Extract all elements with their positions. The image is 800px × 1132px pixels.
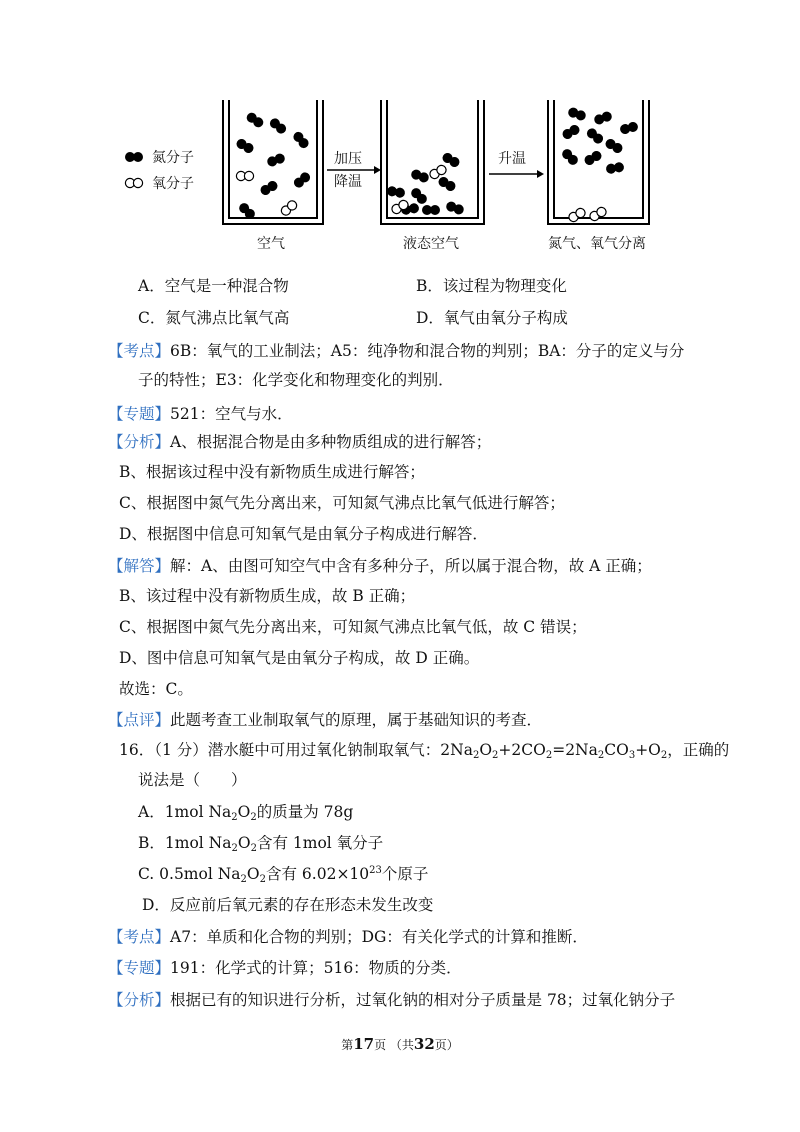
fenxi-line-3: C、根据图中氮气先分离出来，可知氮气沸点比氧气低进行解答； (119, 494, 565, 512)
eq-sub: 2 (472, 750, 480, 761)
eq-part: +O (635, 741, 661, 759)
kaodian-line-2: 子的特性；E3：化学变化和物理变化的判别． (138, 371, 454, 389)
fenxi-text-1: A、根据混合物是由多种物质组成的进行解答； (170, 433, 492, 451)
page-footer (0, 1036, 800, 1053)
footer-page-number: 17 (353, 1035, 375, 1053)
opt-text: 个原子 (381, 865, 429, 883)
beaker-air-label: 空气 (257, 236, 285, 252)
fenxi-line-1 (108, 432, 491, 452)
option-b: B．该过程为物理变化 (416, 277, 567, 295)
kaodian-tag: 【考点】 (108, 342, 171, 360)
arrow1-bottom-label: 降温 (334, 174, 362, 190)
eq-sub: 2 (597, 750, 605, 761)
opt-sub: 2 (231, 843, 238, 854)
opt-text: O (237, 834, 251, 852)
arrow1-top-label: 加压 (334, 151, 362, 167)
q16-stem-prefix: 16．（1 分）潜水艇中可用过氧化钠制取氧气： (119, 741, 441, 759)
q16-stem-line-1 (119, 740, 729, 760)
beaker-liquid-air (381, 100, 484, 252)
q16-kaodian-line (108, 927, 588, 947)
legend-nitrogen-label: 氮分子 (152, 150, 194, 166)
opt-text: 的质量为 78g (256, 803, 354, 821)
q16-zhuanti-tag: 【专题】 (108, 959, 171, 977)
opt-text: A．1mol Na (138, 803, 232, 821)
footer-total-pages: 32 (413, 1035, 435, 1053)
beaker-liquid-air-label: 液态空气 (403, 236, 459, 252)
opt-text: O (246, 865, 260, 883)
q16-option-c (138, 864, 428, 884)
legend-oxygen-label: 氧分子 (152, 176, 194, 192)
q16-zhuanti-line (108, 958, 462, 978)
jieda-line-4: D、图中信息可知氧气是由氧分子构成，故 D 正确。 (119, 649, 480, 667)
opt-text: C. 0.5mol Na (138, 865, 241, 883)
kaodian-text-1: 6B：氧气的工业制法；A5：纯净物和混合物的判别；BA：分子的定义与分 (170, 342, 685, 360)
eq-part: CO (604, 741, 629, 759)
arrow2-top-label: 升温 (498, 151, 526, 167)
answer-line: 故选：C。 (119, 680, 193, 698)
beaker-separated-label: 氮气、氧气分离 (548, 236, 646, 252)
legend (125, 150, 194, 192)
dianping-tag: 【点评】 (108, 711, 171, 729)
q16-option-a (138, 802, 353, 822)
q16-zhuanti-text: 191：化学式的计算；516：物质的分类． (170, 959, 462, 977)
eq-sub: 2 (545, 750, 553, 761)
zhuanti-line (108, 404, 293, 424)
opt-sup: 23 (369, 865, 382, 876)
eq-sub: 2 (660, 750, 668, 761)
opt-sub: 2 (259, 874, 266, 885)
footer-suffix: 页） (434, 1038, 459, 1052)
dianping-text: 此题考查工业制取氧气的原理，属于基础知识的考查． (170, 711, 543, 729)
opt-sub: 2 (250, 812, 257, 823)
arrow-compress-cool (327, 151, 381, 190)
q16-stem-line-2: 说法是（ ） (138, 771, 247, 789)
jieda-line-3: C、根据图中氮气先分离出来，可知氮气沸点比氧气低，故 C 错误； (119, 618, 587, 636)
q16-kaodian-text: A7：单质和化合物的判别；DG：有关化学式的计算和推断． (170, 928, 588, 946)
eq-part: O (479, 741, 493, 759)
q16-option-b (138, 833, 383, 853)
beaker-separated (548, 100, 649, 252)
eq-part: =2Na (552, 741, 598, 759)
jieda-line-1 (108, 556, 652, 576)
opt-text: B．1mol Na (138, 834, 232, 852)
opt-text: O (237, 803, 251, 821)
jieda-tag: 【解答】 (108, 557, 171, 575)
kaodian-line-1 (108, 341, 684, 361)
option-c: C．氮气沸点比氧气高 (138, 309, 290, 327)
eq-sub: 2 (492, 750, 499, 761)
dianping-line (108, 710, 542, 730)
eq-sub: 3 (628, 750, 636, 761)
air-separation-figure (0, 0, 800, 260)
q16-fenxi-line (108, 990, 675, 1010)
fenxi-line-2: B、根据该过程中没有新物质生成进行解答； (119, 463, 425, 481)
q16-fenxi-text: 根据已有的知识进行分析，过氧化钠的相对分子质量是 78；过氧化钠分子 (170, 991, 676, 1009)
zhuanti-tag: 【专题】 (108, 405, 171, 423)
opt-text: 含有 1mol 氧分子 (256, 834, 384, 852)
option-d: D．氧气由氧分子构成 (416, 309, 568, 327)
opt-text: 含有 6.02×10 (266, 865, 370, 883)
jieda-text-1: 解：A、由图可知空气中含有多种分子，所以属于混合物，故 A 正确； (170, 557, 652, 575)
zhuanti-text: 521：空气与水． (170, 405, 293, 423)
q16-fenxi-tag: 【分析】 (108, 991, 171, 1009)
eq-part: +2CO (498, 741, 546, 759)
oxygen-molecule-icon (125, 178, 142, 187)
fenxi-line-4: D、根据图中信息可知氧气是由氧分子构成进行解答． (119, 525, 488, 543)
arrow-heat (489, 151, 544, 178)
q16-kaodian-tag: 【考点】 (108, 928, 171, 946)
eq-part: 2Na (440, 741, 473, 759)
opt-sub: 2 (240, 874, 247, 885)
option-a: A．空气是一种混合物 (138, 277, 289, 295)
nitrogen-molecule-icon (125, 152, 143, 162)
fenxi-tag: 【分析】 (108, 433, 171, 451)
jieda-line-2: B、该过程中没有新物质生成，故 B 正确； (119, 587, 416, 605)
q16-stem-suffix: ，正确的 (667, 741, 730, 759)
footer-mid: 页 （共 (374, 1038, 414, 1052)
q16-option-d: D．反应前后氧元素的存在形态未发生改变 (142, 896, 434, 914)
beaker-air (223, 100, 323, 252)
opt-sub: 2 (231, 812, 238, 823)
opt-sub: 2 (250, 843, 257, 854)
footer-prefix: 第 (341, 1038, 354, 1052)
